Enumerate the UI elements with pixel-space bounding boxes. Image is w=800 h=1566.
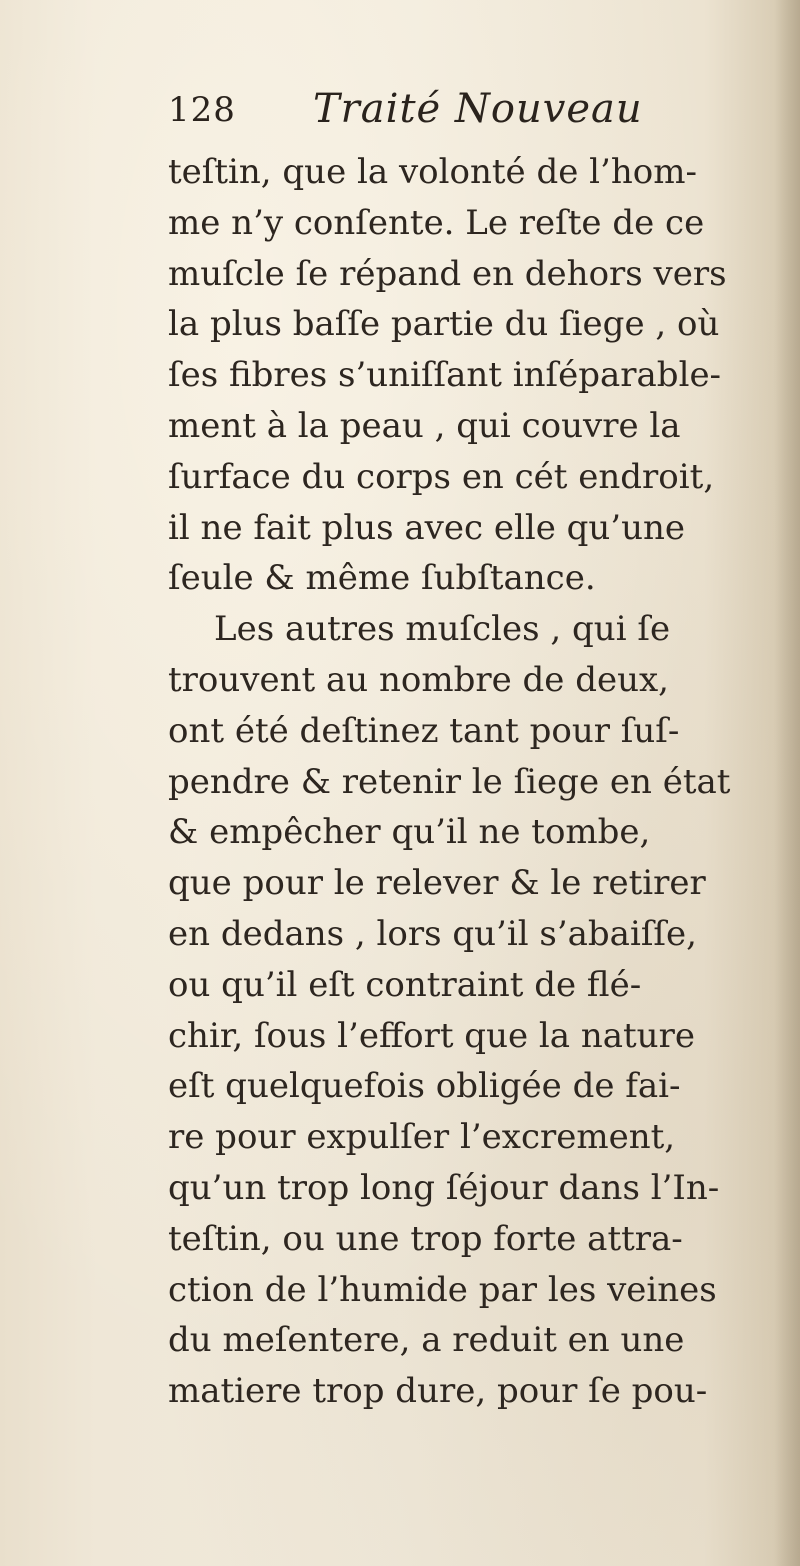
running-title: Traité Nouveau: [313, 86, 643, 132]
text-line: pendre & retenir le ſiege en état: [168, 761, 731, 802]
text-line: eſt quelquefois obligée de fai-: [168, 1066, 681, 1107]
text-line: en dedans , lors qu’il s’abaiſſe,: [168, 913, 697, 954]
text-line: ction de l’humide par les veines: [168, 1269, 717, 1310]
text-line: ſes fibres s’uniſſant inſéparable-: [168, 355, 722, 396]
text-line: ſeule & même ſubſtance.: [168, 558, 596, 599]
text-line: chir, ſous l’effort que la nature: [168, 1015, 695, 1056]
text-line: teſtin, que la volonté de l’hom-: [168, 152, 697, 192]
text-line: du meſentere, a reduit en une: [168, 1320, 685, 1361]
text-line: & empêcher qu’il ne tombe,: [168, 812, 651, 853]
text-line: il ne fait plus avec elle qu’une: [168, 507, 686, 548]
text-line: que pour le relever & le retirer: [168, 863, 706, 904]
text-line: Les autres muſcles , qui ſe: [214, 609, 671, 650]
page-number: 128: [168, 90, 236, 130]
text-line: qu’un trop long ſéjour dans l’In-: [168, 1167, 720, 1208]
text-line: ou qu’il eſt contraint de flé-: [168, 964, 642, 1005]
text-line: teſtin, ou une trop forte attra-: [168, 1218, 683, 1259]
page-header: [168, 86, 728, 136]
text-line: ment à la peau , qui couvre la: [168, 405, 681, 446]
text-line: muſcle ſe répand en dehors vers: [168, 253, 727, 294]
text-line: la plus baſſe partie du ſiege , où: [168, 304, 720, 345]
text-line: matiere trop dure, pour ſe pou-: [168, 1371, 708, 1412]
text-line: ont été deſtinez tant pour ſuſ-: [168, 710, 680, 751]
text-line: re pour expulſer l’excrement,: [168, 1117, 676, 1158]
text-line: trouvent au nombre de deux,: [168, 659, 669, 700]
text-line: me n’y conſente. Le reſte de ce: [168, 202, 705, 243]
text-line: ſurface du corps en cét endroit,: [168, 456, 715, 497]
body-text: [168, 147, 788, 1417]
